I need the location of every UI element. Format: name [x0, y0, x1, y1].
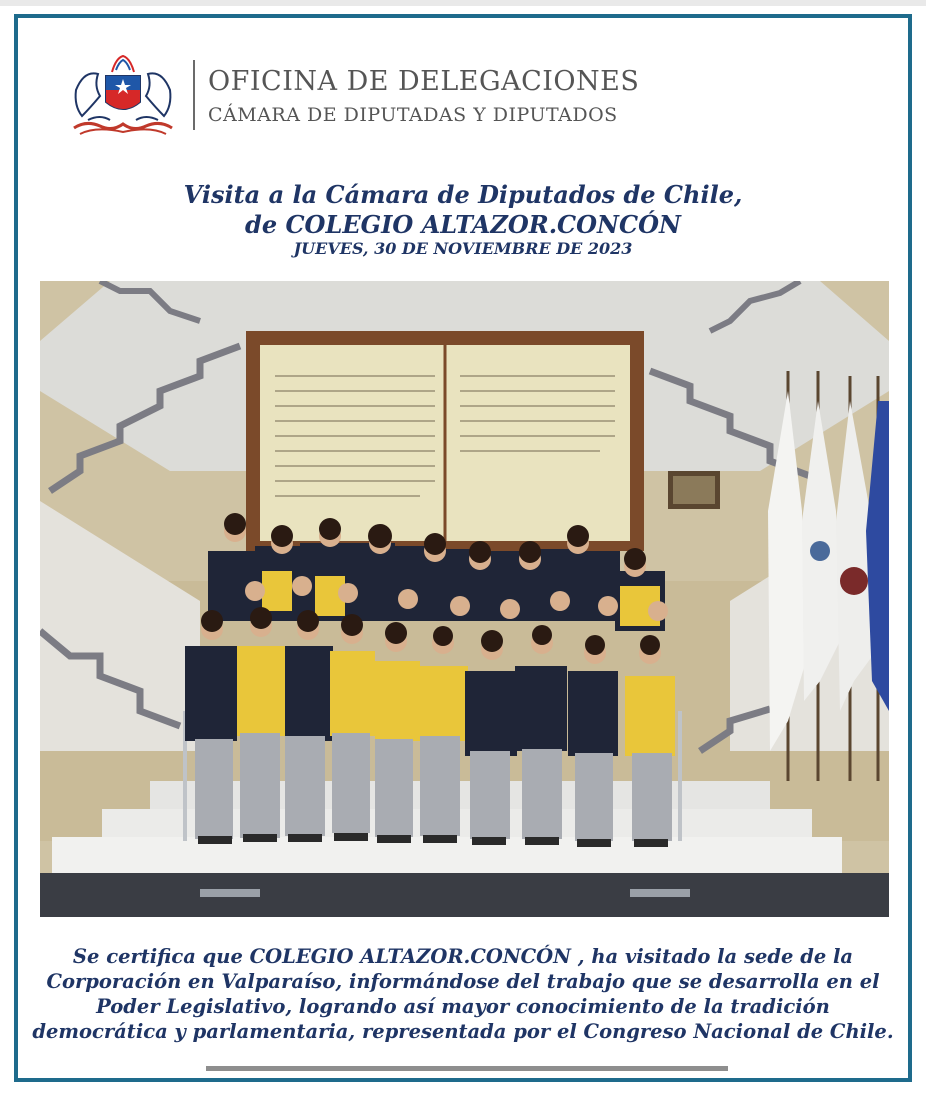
certificate-line: Se certifica que COLEGIO ALTAZOR.CONCÓN , ha visitado la sede de la	[72, 945, 854, 968]
certificate-line: Poder Legislativo, logrando así mayor conocimiento de la tradición	[96, 995, 830, 1018]
bottom-rule	[206, 1066, 728, 1071]
header-divider	[193, 60, 195, 130]
chamber-name: CÁMARA DE DIPUTADAS Y DIPUTADOS	[208, 104, 618, 126]
visit-title: Visita a la Cámara de Diputados de Chile,	[183, 180, 743, 209]
certificate-line: democrática y parlamentaria, representada por el Congreso Nacional de Chile.	[32, 1020, 894, 1043]
school-name: de COLEGIO ALTAZOR.CONCÓN	[245, 210, 681, 239]
top-strip	[0, 0, 926, 6]
certificate-line: Corporación en Valparaíso, informándose del trabajo que se desarrolla en el	[46, 970, 880, 993]
certificate-text	[30, 944, 896, 1044]
visit-date: JUEVES, 30 DE NOVIEMBRE DE 2023	[293, 239, 633, 258]
group-photo	[40, 281, 889, 917]
office-name: OFICINA DE DELEGACIONES	[208, 66, 640, 97]
coat-of-arms-icon	[66, 50, 180, 136]
